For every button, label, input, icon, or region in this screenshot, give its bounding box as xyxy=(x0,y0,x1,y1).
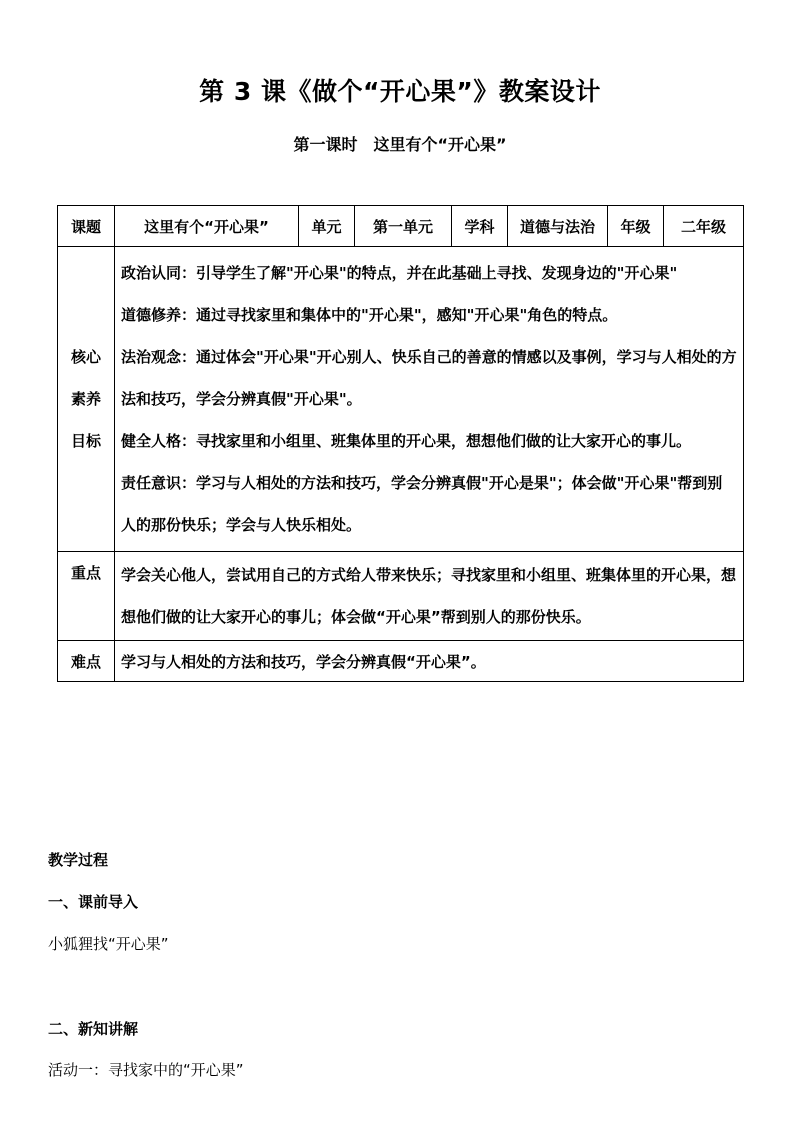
core-item-political: 政治认同：引导学生了解"开心果"的特点，并在此基础上寻找、发现身边的"开心果" xyxy=(121,264,678,282)
document-subtitle: 第一课时 这里有个“开心果” xyxy=(293,135,507,154)
core-item-personality: 健全人格：寻找家里和小组里、班集体里的开心果，想想他们做的让大家开心的事儿。 xyxy=(121,432,692,450)
focus-label: 重点 xyxy=(58,552,115,641)
core-item-moral: 道德修养：通过寻找家里和集体中的"开心果"，感知"开心果"角色的特点。 xyxy=(121,306,618,324)
core-item-responsibility: 责任意识：学习与人相处的方法和技巧，学会分辨真假"开心是果"；体会做"开心果"帮到别人的那份快乐；学会与人快乐相处。 xyxy=(121,474,723,534)
part1-heading: 一、课前导入 xyxy=(48,893,139,911)
topic-label: 课题 xyxy=(58,206,115,247)
subject-label: 学科 xyxy=(452,206,508,247)
core-literacy-label xyxy=(58,247,115,552)
part2-heading: 二、新知讲解 xyxy=(48,1020,139,1038)
unit-label: 单元 xyxy=(299,206,355,247)
part2-text: 活动一：寻找家中的“开心果” xyxy=(48,1061,244,1079)
subject-value: 道德与法治 xyxy=(508,206,608,247)
grade-label: 年级 xyxy=(608,206,664,247)
core-label-line: 素养 xyxy=(70,390,101,408)
lesson-plan-table xyxy=(57,205,744,682)
document-title: 第 3 课《做个“开心果”》教案设计 xyxy=(199,77,601,106)
focus-content: 学会关心他人，尝试用自己的方式给人带来快乐；寻找家里和小组里、班集体里的开心果，想想他们做的让大家开心的事儿；体会做“开心果”帮到别人的那份快乐。 xyxy=(115,552,744,641)
core-label-line: 目标 xyxy=(70,432,101,450)
process-heading: 教学过程 xyxy=(48,851,109,869)
topic-value: 这里有个“开心果” xyxy=(115,206,299,247)
focus-row xyxy=(58,552,744,641)
difficulty-content: 学习与人相处的方法和技巧，学会分辨真假“开心果”。 xyxy=(115,641,744,682)
core-literacy-content xyxy=(115,247,744,552)
grade-value: 二年级 xyxy=(664,206,744,247)
unit-value: 第一单元 xyxy=(355,206,452,247)
difficulty-label: 难点 xyxy=(58,641,115,682)
core-literacy-row xyxy=(58,247,744,552)
core-item-law: 法治观念：通过体会"开心果"开心别人、快乐自己的善意的情感以及事例，学习与人相处的方法和技巧，学会分辨真假"开心果"。 xyxy=(121,348,737,408)
part1-text: 小狐狸找“开心果” xyxy=(48,935,169,953)
table-header-row xyxy=(58,206,744,247)
core-label-line: 核心 xyxy=(70,348,101,366)
difficulty-row xyxy=(58,641,744,682)
